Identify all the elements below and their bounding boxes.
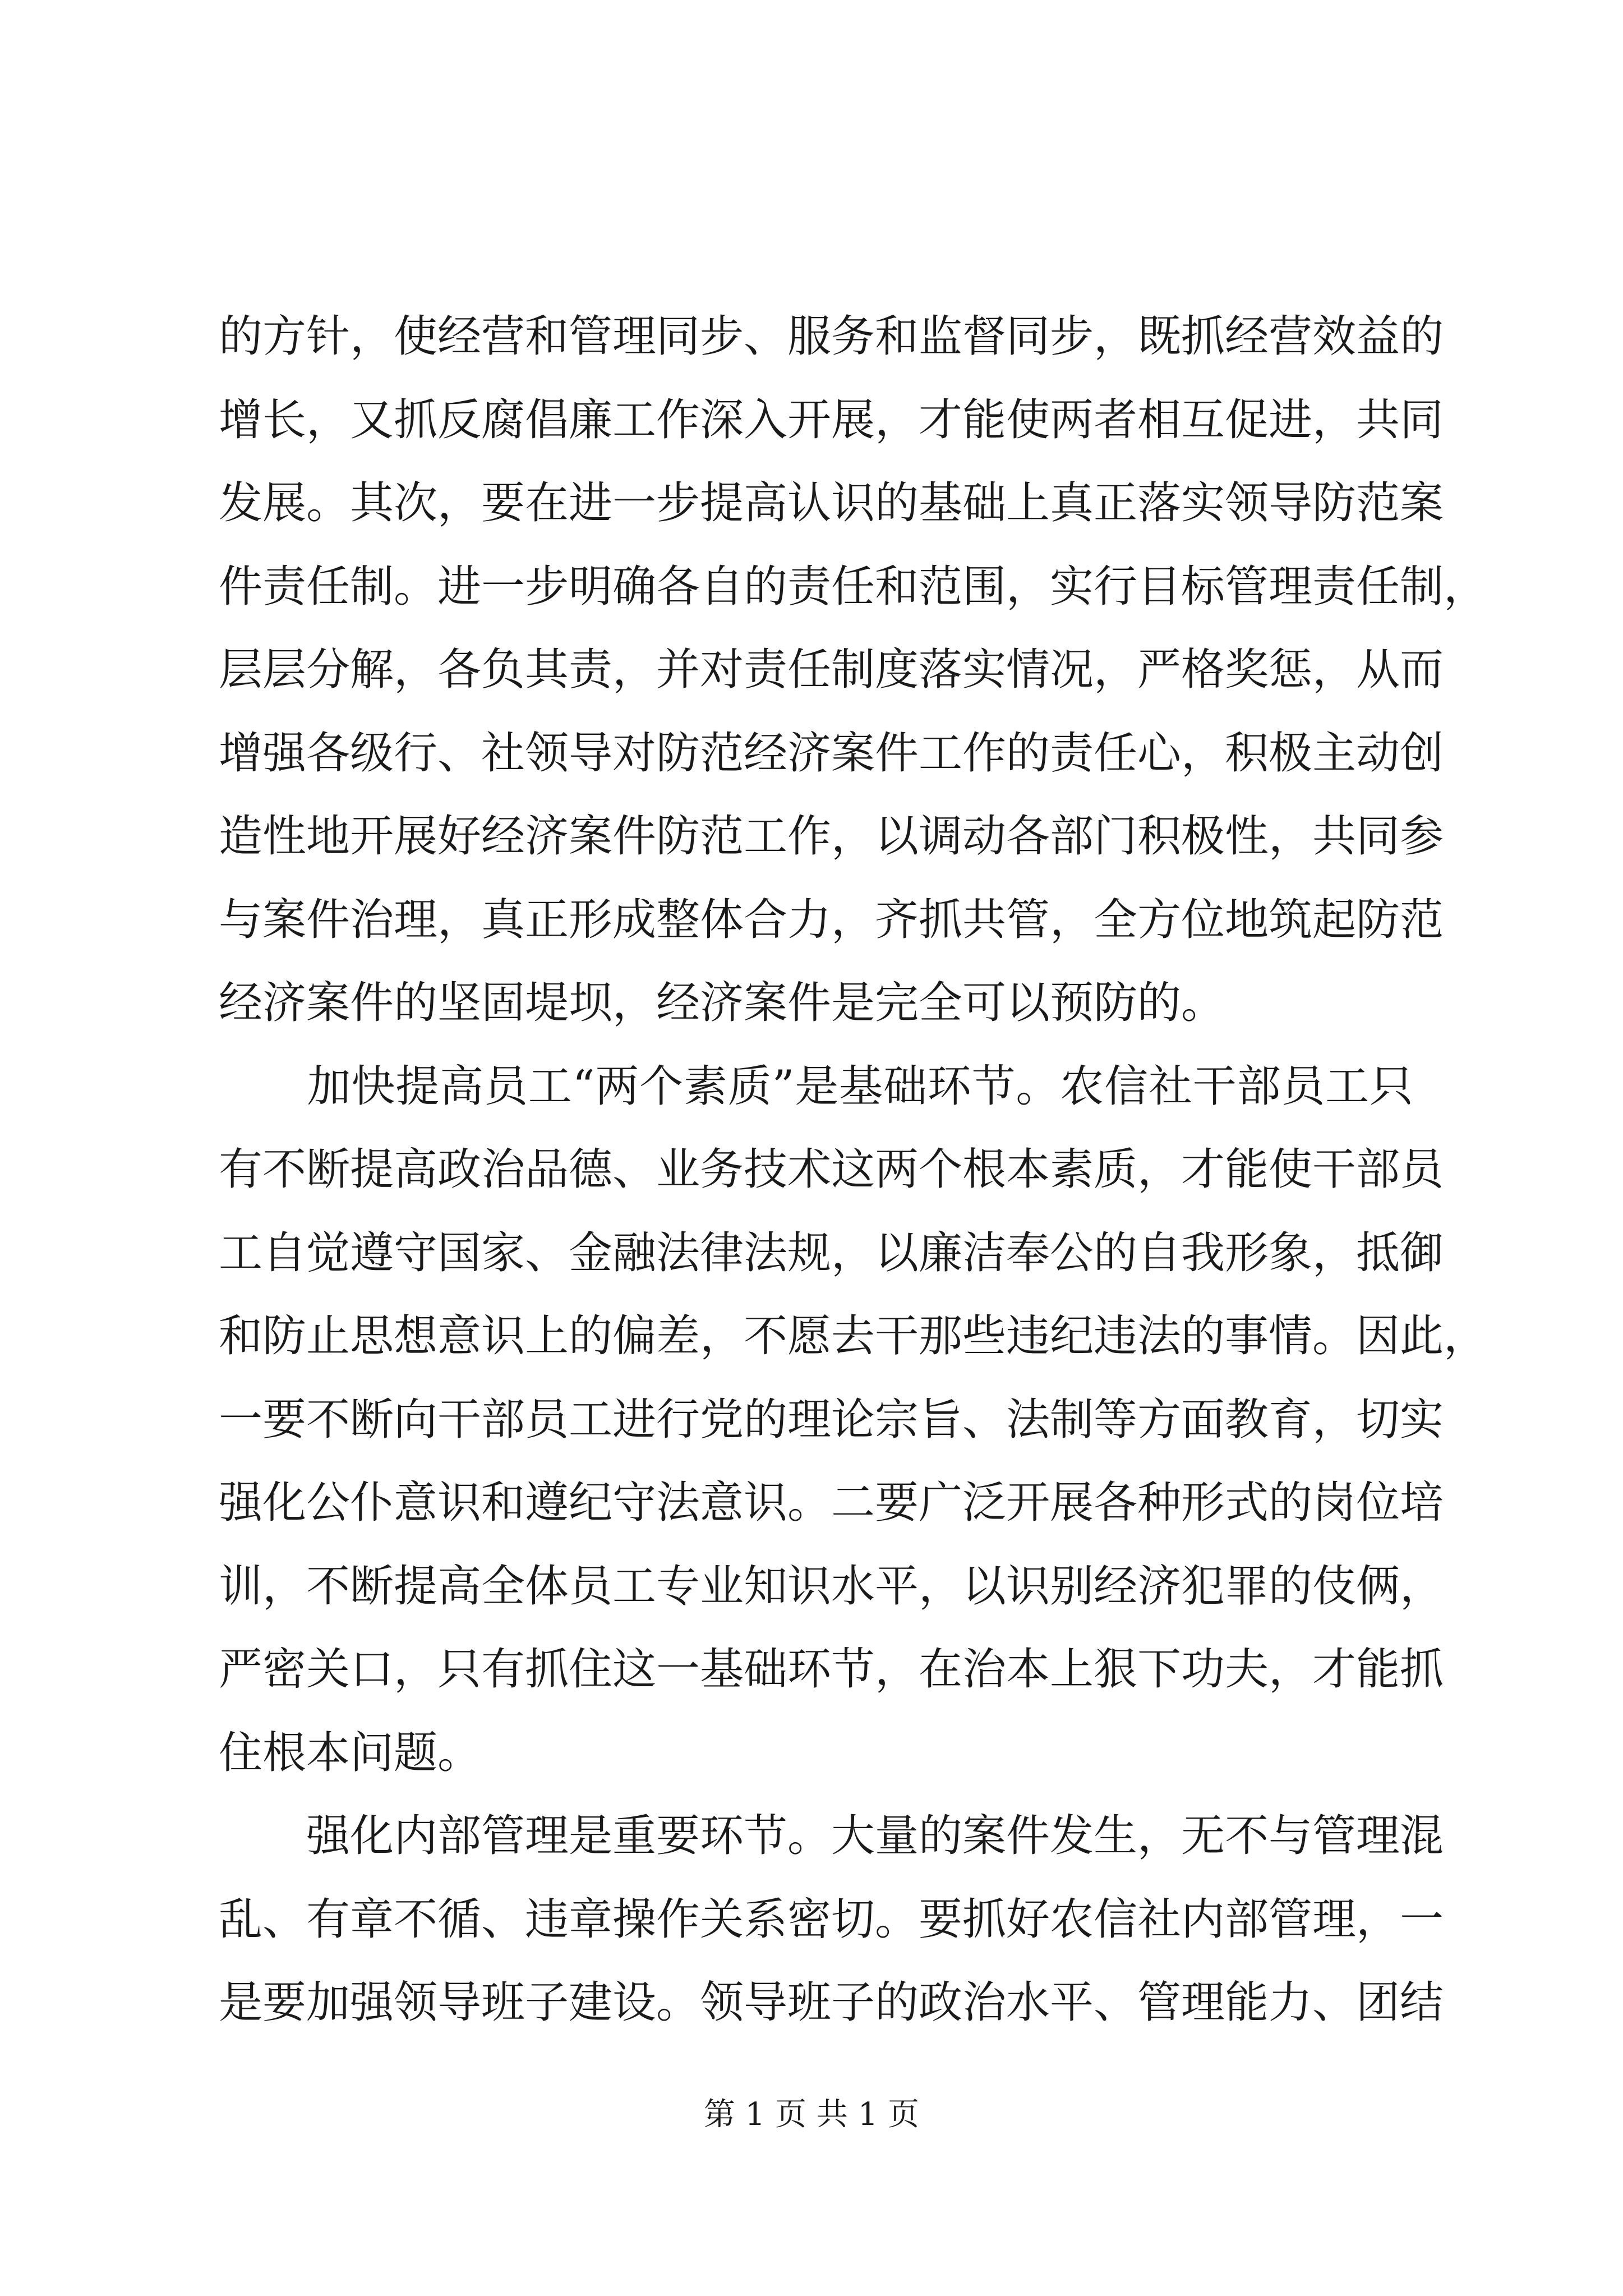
text-line: 严密关口，只有抓住这一基础环节，在治本上狠下功夫，才能抓 — [219, 1644, 1444, 1695]
text-line: 乱、有章不循、违章操作关系密切。要抓好农信社内部管理，一 — [219, 1894, 1444, 1945]
text-line: 的方针，使经营和管理同步、服务和监督同步，既抓经营效益的 — [219, 311, 1444, 362]
text-line: 和防止思想意识上的偏差，不愿去干那些违纪违法的事情。因此， — [219, 1311, 1488, 1361]
text-line: 发展。其次，要在进一步提高认识的基础上真正落实领导防范案 — [219, 478, 1444, 528]
text-line: 经济案件的坚固堤坝，经济案件是完全可以预防的。 — [219, 978, 1225, 1028]
text-line: 工自觉遵守国家、金融法律法规，以廉洁奉公的自我形象，抵御 — [219, 1228, 1444, 1278]
text-line: 住根本问题。 — [219, 1728, 482, 1778]
text-line: 强化内部管理是重要环节。大量的案件发生，无不与管理混 — [219, 1811, 1444, 1861]
text-line: 训，不断提高全体员工专业知识水平，以识别经济犯罪的伎俩， — [219, 1561, 1444, 1612]
text-line: 层层分解，各负其责，并对责任制度落实情况，严格奖惩，从而 — [219, 645, 1444, 695]
text-line: 有不断提高政治品德、业务技术这两个根本素质，才能使干部员 — [219, 1144, 1444, 1195]
text-line: 增强各级行、社领导对防范经济案件工作的责任心，积极主动创 — [219, 728, 1444, 779]
text-line: 与案件治理，真正形成整体合力，齐抓共管，全方位地筑起防范 — [219, 895, 1444, 945]
page-footer: 第 1 页 共 1 页 — [703, 2096, 920, 2133]
text-line: 一要不断向干部员工进行党的理论宗旨、法制等方面教育，切实 — [219, 1395, 1444, 1445]
text-line: 增长，又抓反腐倡廉工作深入开展，才能使两者相互促进，共同 — [219, 395, 1444, 445]
text-line: 是要加强领导班子建设。领导班子的政治水平、管理能力、团结 — [219, 1977, 1444, 2028]
text-line: 件责任制。进一步明确各自的责任和范围，实行目标管理责任制， — [219, 562, 1488, 612]
text-line: 加快提高员工“两个素质”是基础环节。农信社干部员工只 — [219, 1061, 1413, 1112]
text-line: 强化公仆意识和遵纪守法意识。二要广泛开展各种形式的岗位培 — [219, 1478, 1444, 1528]
text-line: 造性地开展好经济案件防范工作，以调动各部门积极性，共同参 — [219, 811, 1444, 862]
